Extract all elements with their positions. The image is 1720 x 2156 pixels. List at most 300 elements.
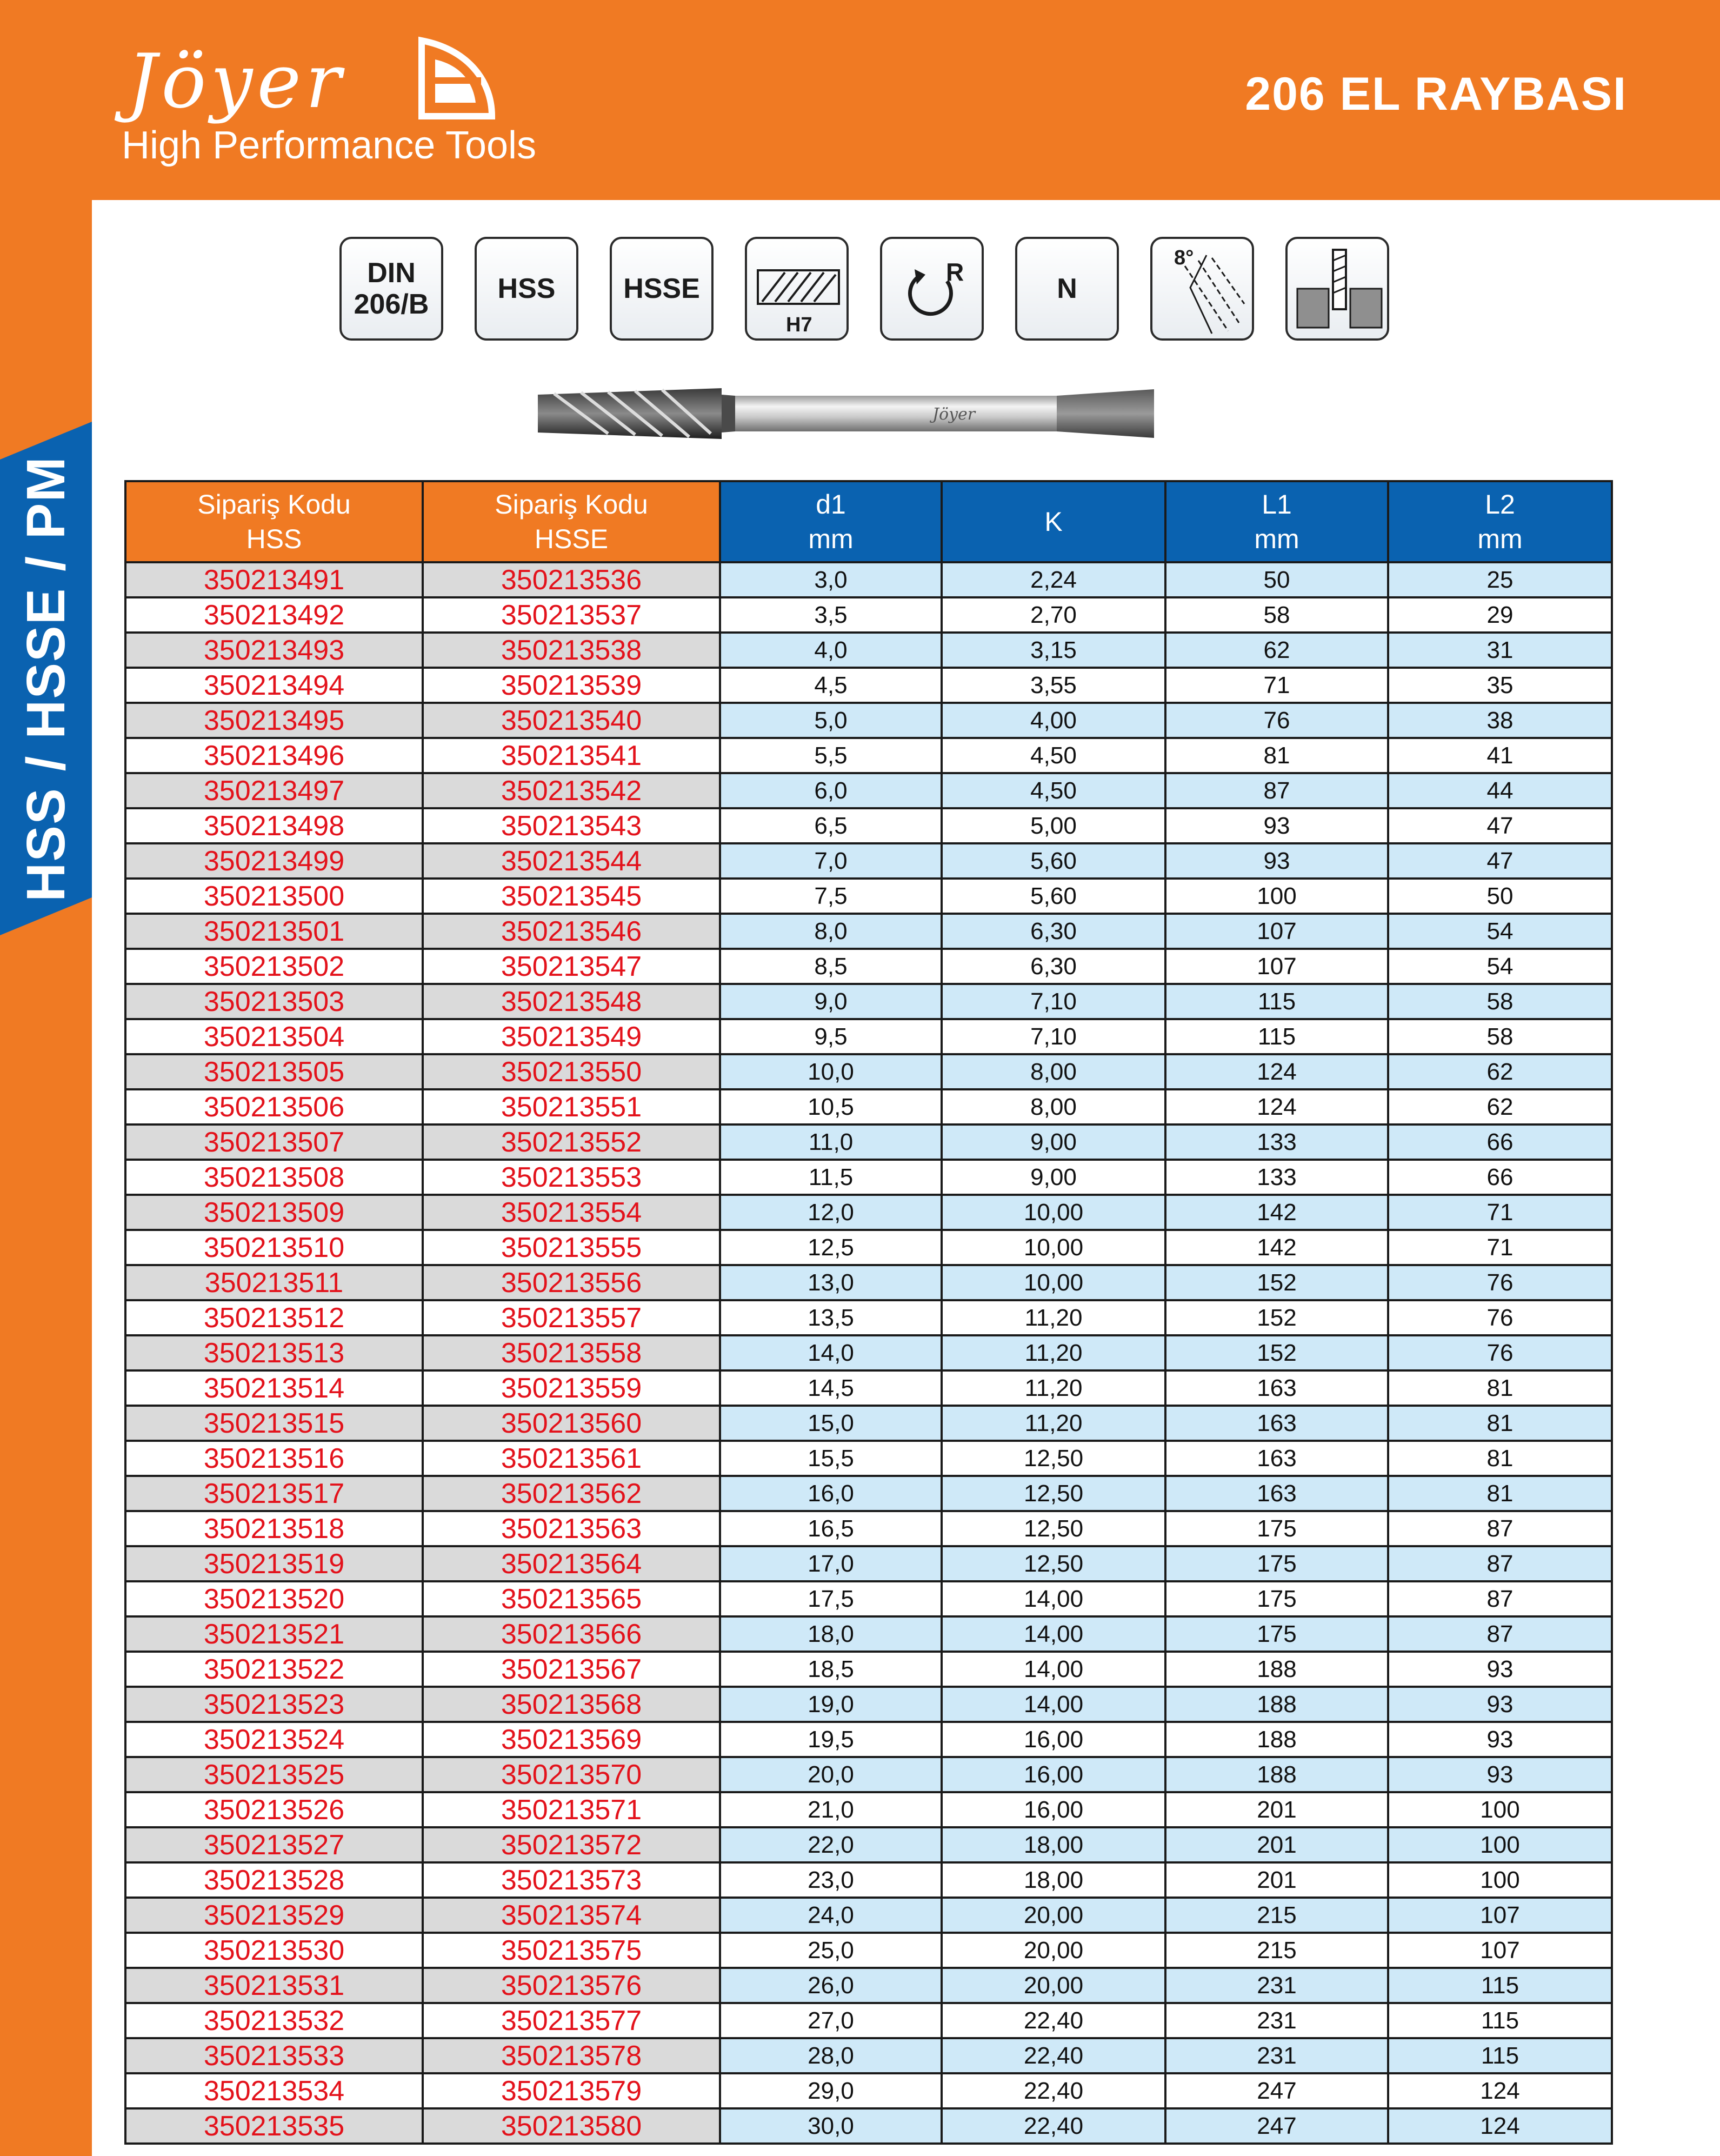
l1-value: 188 [1165, 1652, 1388, 1687]
l1-value: 201 [1165, 1827, 1388, 1862]
hss-code: 350213509 [125, 1195, 423, 1230]
hss-code: 350213507 [125, 1124, 423, 1160]
hsse-code: 350213536 [423, 562, 720, 597]
table-row [125, 1687, 1612, 1722]
l1-value: 188 [1165, 1687, 1388, 1722]
hss-code: 350213497 [125, 773, 423, 808]
table-row [125, 949, 1612, 984]
hsse-code: 350213539 [423, 668, 720, 703]
l1-value: 175 [1165, 1511, 1388, 1546]
k-value: 2,24 [942, 562, 1165, 597]
d1-value: 13,0 [720, 1265, 942, 1300]
k-value: 14,00 [942, 1616, 1165, 1652]
k-value: 9,00 [942, 1124, 1165, 1160]
d1-value: 17,5 [720, 1581, 942, 1616]
d1-value: 27,0 [720, 2003, 942, 2038]
hss-code: 350213508 [125, 1160, 423, 1195]
l2-value: 58 [1388, 984, 1612, 1019]
hss-code: 350213519 [125, 1546, 423, 1581]
k-value: 2,70 [942, 597, 1165, 633]
hsse-code: 350213575 [423, 1933, 720, 1968]
hss-code: 350213534 [125, 2073, 423, 2108]
brand-mark-icon [411, 35, 503, 127]
hss-code: 350213505 [125, 1054, 423, 1089]
hss-code: 350213496 [125, 738, 423, 773]
hsse-code: 350213567 [423, 1652, 720, 1687]
hss-code: 350213533 [125, 2038, 423, 2073]
l1-value: 107 [1165, 949, 1388, 984]
table-row [125, 773, 1612, 808]
k-value: 14,00 [942, 1652, 1165, 1687]
hsse-code: 350213564 [423, 1546, 720, 1581]
hss-code: 350213500 [125, 879, 423, 914]
hsse-code: 350213552 [423, 1124, 720, 1160]
hss-code: 350213511 [125, 1265, 423, 1300]
d1-value: 23,0 [720, 1862, 942, 1898]
l2-value: 115 [1388, 1968, 1612, 2003]
hsse-code: 350213569 [423, 1722, 720, 1757]
d1-value: 12,0 [720, 1195, 942, 1230]
table-row [125, 1230, 1612, 1265]
hsse-code: 350213579 [423, 2073, 720, 2108]
table-row [125, 633, 1612, 668]
d1-value: 12,5 [720, 1230, 942, 1265]
hsse-code: 350213554 [423, 1195, 720, 1230]
hss-code: 350213532 [125, 2003, 423, 2038]
l2-value: 100 [1388, 1827, 1612, 1862]
hsse-code: 350213541 [423, 738, 720, 773]
l1-value: 87 [1165, 773, 1388, 808]
l1-value: 107 [1165, 914, 1388, 949]
table-row [125, 2038, 1612, 2073]
d1-value: 28,0 [720, 2038, 942, 2073]
table-row [125, 1441, 1612, 1476]
k-value: 12,50 [942, 1476, 1165, 1511]
d1-value: 25,0 [720, 1933, 942, 1968]
d1-value: 9,5 [720, 1019, 942, 1054]
l2-value: 93 [1388, 1687, 1612, 1722]
hss-code: 350213530 [125, 1933, 423, 1968]
hsse-code: 350213571 [423, 1792, 720, 1827]
k-value: 12,50 [942, 1441, 1165, 1476]
brand-logo [122, 32, 537, 173]
l2-value: 81 [1388, 1476, 1612, 1511]
category-tab-label: HSS / HSSE / PM [15, 455, 76, 902]
hsse-code: 350213572 [423, 1827, 720, 1862]
l1-value: 163 [1165, 1441, 1388, 1476]
l1-value: 175 [1165, 1581, 1388, 1616]
hss-code: 350213502 [125, 949, 423, 984]
hss-code: 350213514 [125, 1370, 423, 1406]
header-l2: L2 mm [1388, 481, 1612, 562]
brand-tagline: High Performance Tools [122, 124, 537, 167]
l1-value: 215 [1165, 1933, 1388, 1968]
hss-code: 350213510 [125, 1230, 423, 1265]
d1-value: 5,5 [720, 738, 942, 773]
k-value: 12,50 [942, 1511, 1165, 1546]
table-row [125, 843, 1612, 879]
hsse-code: 350213577 [423, 2003, 720, 2038]
hsse-code: 350213547 [423, 949, 720, 984]
l2-value: 76 [1388, 1265, 1612, 1300]
k-value: 5,60 [942, 879, 1165, 914]
l1-value: 152 [1165, 1300, 1388, 1335]
table-row [125, 1792, 1612, 1827]
table-row [125, 1968, 1612, 2003]
hss-code: 350213501 [125, 914, 423, 949]
hsse-code: 350213555 [423, 1230, 720, 1265]
l2-value: 81 [1388, 1370, 1612, 1406]
d1-value: 26,0 [720, 1968, 942, 2003]
d1-value: 19,0 [720, 1687, 942, 1722]
l2-value: 87 [1388, 1546, 1612, 1581]
k-value: 8,00 [942, 1089, 1165, 1124]
l1-value: 247 [1165, 2108, 1388, 2144]
d1-value: 9,0 [720, 984, 942, 1019]
l1-value: 58 [1165, 597, 1388, 633]
hsse-code: 350213566 [423, 1616, 720, 1652]
l1-value: 115 [1165, 984, 1388, 1019]
table-row [125, 1862, 1612, 1898]
hss-code: 350213516 [125, 1441, 423, 1476]
page-title: 206 EL RAYBASI [1245, 68, 1627, 120]
header-d1: d1 mm [720, 481, 942, 562]
hsse-code: 350213550 [423, 1054, 720, 1089]
hss-code: 350213517 [125, 1476, 423, 1511]
l2-value: 93 [1388, 1757, 1612, 1792]
l1-value: 175 [1165, 1546, 1388, 1581]
k-value: 10,00 [942, 1265, 1165, 1300]
l1-value: 81 [1165, 738, 1388, 773]
k-value: 18,00 [942, 1827, 1165, 1862]
through-hole-icon [1285, 237, 1389, 341]
k-value: 20,00 [942, 1933, 1165, 1968]
l1-value: 152 [1165, 1335, 1388, 1370]
hand-reamer-illustration [532, 373, 1170, 454]
hss-code: 350213513 [125, 1335, 423, 1370]
l2-value: 107 [1388, 1933, 1612, 1968]
l2-value: 47 [1388, 843, 1612, 879]
table-row [125, 1054, 1612, 1089]
k-value: 18,00 [942, 1862, 1165, 1898]
l1-value: 188 [1165, 1722, 1388, 1757]
k-value: 22,40 [942, 2073, 1165, 2108]
hsse-code: 350213557 [423, 1300, 720, 1335]
l2-value: 66 [1388, 1160, 1612, 1195]
hss-code: 350213494 [125, 668, 423, 703]
l2-value: 93 [1388, 1652, 1612, 1687]
d1-value: 4,5 [720, 668, 942, 703]
l2-value: 62 [1388, 1089, 1612, 1124]
k-value: 11,20 [942, 1370, 1165, 1406]
hsse-code: 350213576 [423, 1968, 720, 2003]
l1-value: 215 [1165, 1898, 1388, 1933]
hsse-code: 350213562 [423, 1476, 720, 1511]
k-value: 16,00 [942, 1722, 1165, 1757]
l2-value: 87 [1388, 1511, 1612, 1546]
hsse-code: 350213560 [423, 1406, 720, 1441]
l2-value: 31 [1388, 633, 1612, 668]
hss-code: 350213522 [125, 1652, 423, 1687]
d1-value: 21,0 [720, 1792, 942, 1827]
l1-value: 100 [1165, 879, 1388, 914]
l2-value: 47 [1388, 808, 1612, 843]
l2-value: 115 [1388, 2038, 1612, 2073]
l1-value: 231 [1165, 2003, 1388, 2038]
d1-value: 14,0 [720, 1335, 942, 1370]
hsse-code: 350213544 [423, 843, 720, 879]
l1-value: 133 [1165, 1160, 1388, 1195]
hsse-code: 350213537 [423, 597, 720, 633]
hsse-code: 350213540 [423, 703, 720, 738]
brand-name: Jöyer [127, 38, 346, 125]
d1-value: 11,0 [720, 1124, 942, 1160]
hsse-code: 350213549 [423, 1019, 720, 1054]
hsse-code: 350213558 [423, 1335, 720, 1370]
table-row [125, 1546, 1612, 1581]
l1-value: 93 [1165, 843, 1388, 879]
l1-value: 115 [1165, 1019, 1388, 1054]
k-value: 7,10 [942, 1019, 1165, 1054]
hss-code: 350213512 [125, 1300, 423, 1335]
hss-code: 350213504 [125, 1019, 423, 1054]
d1-value: 22,0 [720, 1827, 942, 1862]
l1-value: 93 [1165, 808, 1388, 843]
hsse-code: 350213563 [423, 1511, 720, 1546]
d1-value: 20,0 [720, 1757, 942, 1792]
hss-code: 350213535 [125, 2108, 423, 2144]
hsse-code: 350213568 [423, 1687, 720, 1722]
hsse-code: 350213553 [423, 1160, 720, 1195]
hsse-code: 350213578 [423, 2038, 720, 2073]
l2-value: 71 [1388, 1195, 1612, 1230]
hss-code: 350213528 [125, 1862, 423, 1898]
table-row [125, 738, 1612, 773]
d1-value: 4,0 [720, 633, 942, 668]
k-value: 22,40 [942, 2108, 1165, 2144]
table-row [125, 2073, 1612, 2108]
l1-value: 142 [1165, 1230, 1388, 1265]
table-row [125, 1581, 1612, 1616]
k-value: 3,55 [942, 668, 1165, 703]
hss-code: 350213520 [125, 1581, 423, 1616]
l2-value: 124 [1388, 2108, 1612, 2144]
d1-value: 15,5 [720, 1441, 942, 1476]
d1-value: 11,5 [720, 1160, 942, 1195]
hss-code: 350213515 [125, 1406, 423, 1441]
l2-value: 76 [1388, 1300, 1612, 1335]
hss-code: 350213498 [125, 808, 423, 843]
l2-value: 115 [1388, 2003, 1612, 2038]
type-n-icon: N [1015, 237, 1119, 341]
table-row [125, 597, 1612, 633]
hss-material-icon: HSS [475, 237, 578, 341]
table-row [125, 1265, 1612, 1300]
l1-value: 175 [1165, 1616, 1388, 1652]
d1-value: 17,0 [720, 1546, 942, 1581]
hss-code: 350213524 [125, 1722, 423, 1757]
l2-value: 25 [1388, 562, 1612, 597]
l2-value: 44 [1388, 773, 1612, 808]
hss-code: 350213525 [125, 1757, 423, 1792]
l1-value: 133 [1165, 1124, 1388, 1160]
k-value: 20,00 [942, 1898, 1165, 1933]
l1-value: 163 [1165, 1476, 1388, 1511]
table-row [125, 562, 1612, 597]
hsse-material-icon: HSSE [610, 237, 714, 341]
table-row [125, 1335, 1612, 1370]
d1-value: 6,5 [720, 808, 942, 843]
l2-value: 124 [1388, 2073, 1612, 2108]
l2-value: 50 [1388, 879, 1612, 914]
k-value: 11,20 [942, 1406, 1165, 1441]
k-value: 10,00 [942, 1230, 1165, 1265]
table-row [125, 1476, 1612, 1511]
table-row [125, 1300, 1612, 1335]
hsse-code: 350213573 [423, 1862, 720, 1898]
table-row [125, 1370, 1612, 1406]
d1-value: 24,0 [720, 1898, 942, 1933]
svg-text:Jöyer: Jöyer [932, 405, 976, 424]
d1-value: 7,0 [720, 843, 942, 879]
l2-value: 66 [1388, 1124, 1612, 1160]
hss-code: 350213503 [125, 984, 423, 1019]
header-k: K [942, 481, 1165, 562]
table-row [125, 1827, 1612, 1862]
table-row [125, 703, 1612, 738]
d1-value: 29,0 [720, 2073, 942, 2108]
l2-value: 62 [1388, 1054, 1612, 1089]
hsse-code: 350213565 [423, 1581, 720, 1616]
d1-value: 7,5 [720, 879, 942, 914]
d1-value: 13,5 [720, 1300, 942, 1335]
l2-value: 38 [1388, 703, 1612, 738]
d1-value: 30,0 [720, 2108, 942, 2144]
l2-value: 54 [1388, 914, 1612, 949]
l1-value: 163 [1165, 1406, 1388, 1441]
helix-angle-icon: 8° [1150, 237, 1254, 341]
d1-value: 16,0 [720, 1476, 942, 1511]
l2-value: 81 [1388, 1441, 1612, 1476]
hsse-code: 350213559 [423, 1370, 720, 1406]
k-value: 22,40 [942, 2003, 1165, 2038]
k-value: 7,10 [942, 984, 1165, 1019]
hss-code: 350213495 [125, 703, 423, 738]
l2-value: 76 [1388, 1335, 1612, 1370]
d1-value: 3,5 [720, 597, 942, 633]
table-row [125, 1406, 1612, 1441]
k-value: 5,00 [942, 808, 1165, 843]
l2-value: 81 [1388, 1406, 1612, 1441]
l1-value: 76 [1165, 703, 1388, 738]
l2-value: 35 [1388, 668, 1612, 703]
k-value: 16,00 [942, 1792, 1165, 1827]
d1-value: 16,5 [720, 1511, 942, 1546]
k-value: 4,50 [942, 738, 1165, 773]
din-standard-icon: DIN 206/B [339, 237, 443, 341]
k-value: 10,00 [942, 1195, 1165, 1230]
d1-value: 15,0 [720, 1406, 942, 1441]
table-row [125, 2003, 1612, 2038]
side-band [0, 0, 92, 2156]
hsse-code: 350213551 [423, 1089, 720, 1124]
l1-value: 124 [1165, 1054, 1388, 1089]
d1-value: 8,0 [720, 914, 942, 949]
d1-value: 6,0 [720, 773, 942, 808]
table-row [125, 1124, 1612, 1160]
hss-code: 350213506 [125, 1089, 423, 1124]
l1-value: 124 [1165, 1089, 1388, 1124]
table-row [125, 879, 1612, 914]
k-value: 4,50 [942, 773, 1165, 808]
hss-code: 350213499 [125, 843, 423, 879]
hss-code: 350213527 [125, 1827, 423, 1862]
hsse-code: 350213546 [423, 914, 720, 949]
l1-value: 71 [1165, 668, 1388, 703]
l2-value: 58 [1388, 1019, 1612, 1054]
l1-value: 201 [1165, 1792, 1388, 1827]
k-value: 5,60 [942, 843, 1165, 879]
l2-value: 71 [1388, 1230, 1612, 1265]
d1-value: 19,5 [720, 1722, 942, 1757]
table-row [125, 2108, 1612, 2144]
l2-value: 87 [1388, 1581, 1612, 1616]
hss-code: 350213491 [125, 562, 423, 597]
hsse-code: 350213538 [423, 633, 720, 668]
l1-value: 50 [1165, 562, 1388, 597]
l2-value: 93 [1388, 1722, 1612, 1757]
right-hand-rotation-icon: R [880, 237, 984, 341]
hss-code: 350213526 [125, 1792, 423, 1827]
l1-value: 247 [1165, 2073, 1388, 2108]
l1-value: 152 [1165, 1265, 1388, 1300]
k-value: 11,20 [942, 1300, 1165, 1335]
l1-value: 201 [1165, 1862, 1388, 1898]
d1-value: 5,0 [720, 703, 942, 738]
k-value: 6,30 [942, 949, 1165, 984]
table-header-row [125, 481, 1612, 562]
table-row [125, 808, 1612, 843]
hss-code: 350213493 [125, 633, 423, 668]
table-row [125, 914, 1612, 949]
table-row [125, 1757, 1612, 1792]
table-row [125, 1089, 1612, 1124]
table-row [125, 984, 1612, 1019]
l2-value: 107 [1388, 1898, 1612, 1933]
k-value: 14,00 [942, 1581, 1165, 1616]
hsse-code: 350213574 [423, 1898, 720, 1933]
hss-code: 350213518 [125, 1511, 423, 1546]
l1-value: 231 [1165, 2038, 1388, 2073]
k-value: 12,50 [942, 1546, 1165, 1581]
k-value: 14,00 [942, 1687, 1165, 1722]
table-row [125, 1511, 1612, 1546]
k-value: 11,20 [942, 1335, 1165, 1370]
l1-value: 231 [1165, 1968, 1388, 2003]
header-hsse-code: Sipariş Kodu HSSE [423, 481, 720, 562]
l2-value: 54 [1388, 949, 1612, 984]
d1-value: 3,0 [720, 562, 942, 597]
header-hss-code: Sipariş Kodu HSS [125, 481, 423, 562]
d1-value: 18,0 [720, 1616, 942, 1652]
table-row [125, 1616, 1612, 1652]
d1-value: 8,5 [720, 949, 942, 984]
k-value: 22,40 [942, 2038, 1165, 2073]
d1-value: 18,5 [720, 1652, 942, 1687]
k-value: 20,00 [942, 1968, 1165, 2003]
l2-value: 100 [1388, 1862, 1612, 1898]
l2-value: 100 [1388, 1792, 1612, 1827]
